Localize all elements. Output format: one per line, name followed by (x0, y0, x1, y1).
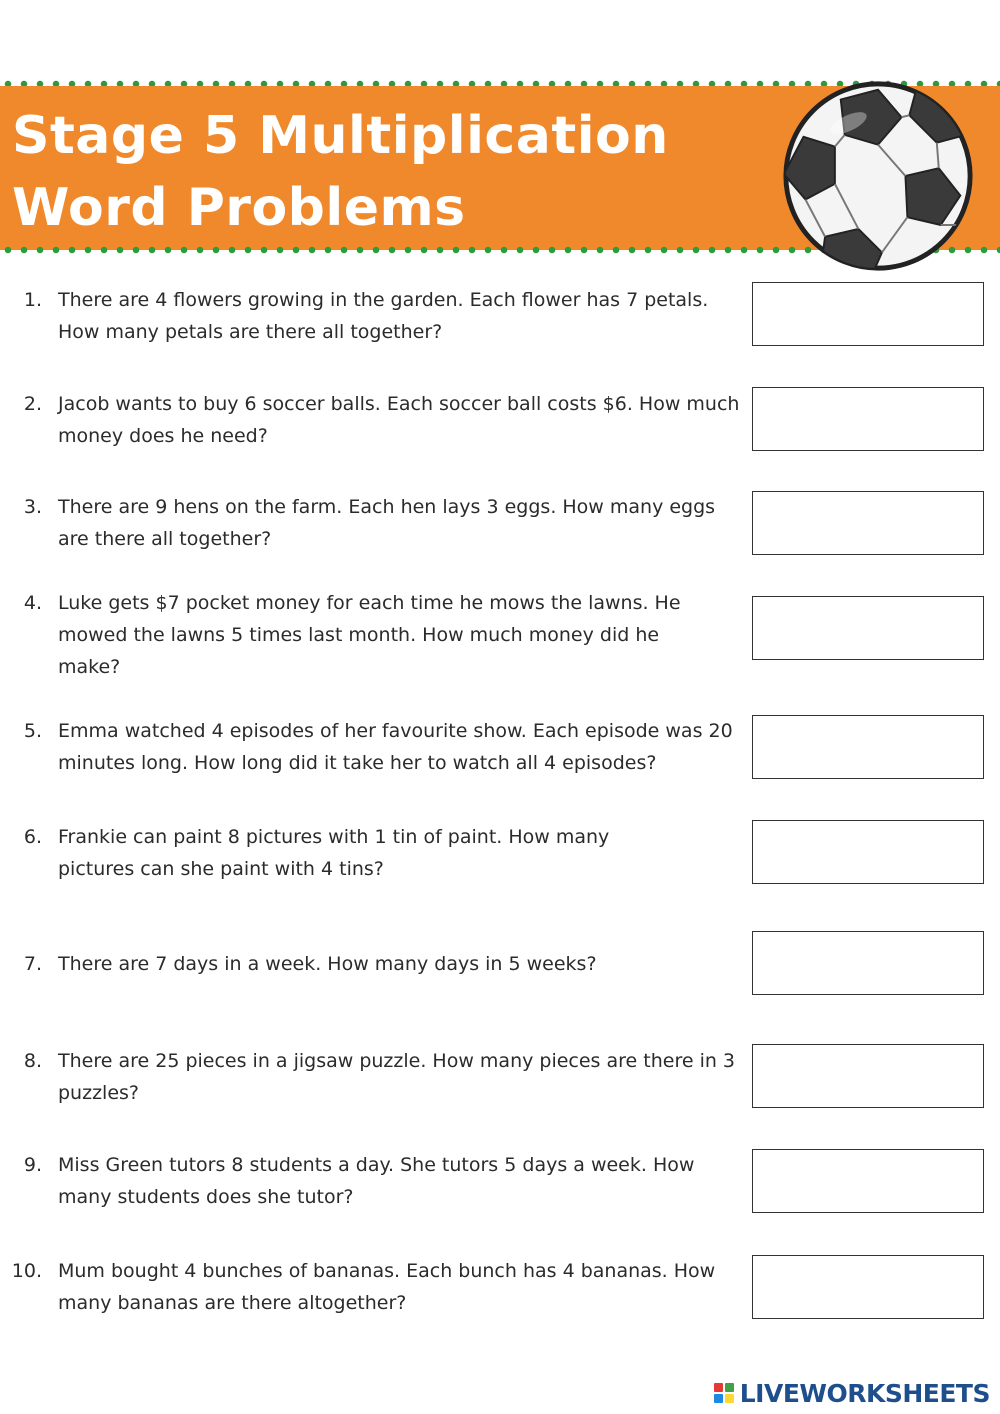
question-text: There are 4 flowers growing in the garden. Each flower has 7 petals. How many petals are there all together? (58, 289, 709, 343)
question-number: 9. (23, 1154, 42, 1176)
answer-input-4[interactable] (752, 596, 984, 660)
question-number: 3. (23, 496, 42, 518)
question-text: There are 7 days in a week. How many days in 5 weeks? (58, 953, 597, 975)
question-text: There are 25 pieces in a jigsaw puzzle. How many pieces are there in 3 puzzles? (58, 1050, 736, 1104)
soccer-ball-icon (780, 78, 976, 274)
question-number: 10. (11, 1260, 42, 1282)
question-text: Frankie can paint 8 pictures with 1 tin of paint. How many pictures can she paint with 4 tins? (58, 826, 610, 880)
answer-input-1[interactable] (752, 282, 984, 346)
answer-input-10[interactable] (752, 1255, 984, 1319)
brand-name: LIVEWORKSHEETS (739, 1378, 990, 1408)
logo-mark-icon (714, 1383, 734, 1403)
question-text: There are 9 hens on the farm. Each hen lays 3 eggs. How many eggs are there all together? (58, 496, 716, 550)
question-number: 8. (23, 1050, 42, 1072)
answer-input-2[interactable] (752, 387, 984, 451)
question-text: Emma watched 4 episodes of her favourite show. Each episode was 20 minutes long. How long did it take her to watch all 4 episodes? (58, 720, 733, 774)
answer-input-8[interactable] (752, 1044, 984, 1108)
question-number: 2. (23, 393, 42, 415)
answer-input-9[interactable] (752, 1149, 984, 1213)
question-text: Miss Green tutors 8 students a day. She tutors 5 days a week. How many students does she tutor? (58, 1154, 695, 1208)
question-text: Luke gets $7 pocket money for each time he mows the lawns. He mowed the lawns 5 times last month. How much money did he make? (58, 592, 681, 678)
question-number: 7. (23, 953, 42, 975)
question-number: 5. (23, 720, 42, 742)
question-number: 4. (23, 592, 42, 614)
liveworksheets-logo (714, 1378, 990, 1408)
question-text: Mum bought 4 bunches of bananas. Each bunch has 4 bananas. How many bananas are there altogether? (58, 1260, 716, 1314)
question-text: Jacob wants to buy 6 soccer balls. Each soccer ball costs $6. How much money does he need? (58, 393, 740, 447)
question-number: 6. (23, 826, 42, 848)
answer-input-6[interactable] (752, 820, 984, 884)
answer-input-5[interactable] (752, 715, 984, 779)
answer-input-7[interactable] (752, 931, 984, 995)
page-title: Stage 5 Multiplication Word Problems (12, 106, 669, 238)
answer-input-3[interactable] (752, 491, 984, 555)
question-number: 1. (23, 289, 42, 311)
